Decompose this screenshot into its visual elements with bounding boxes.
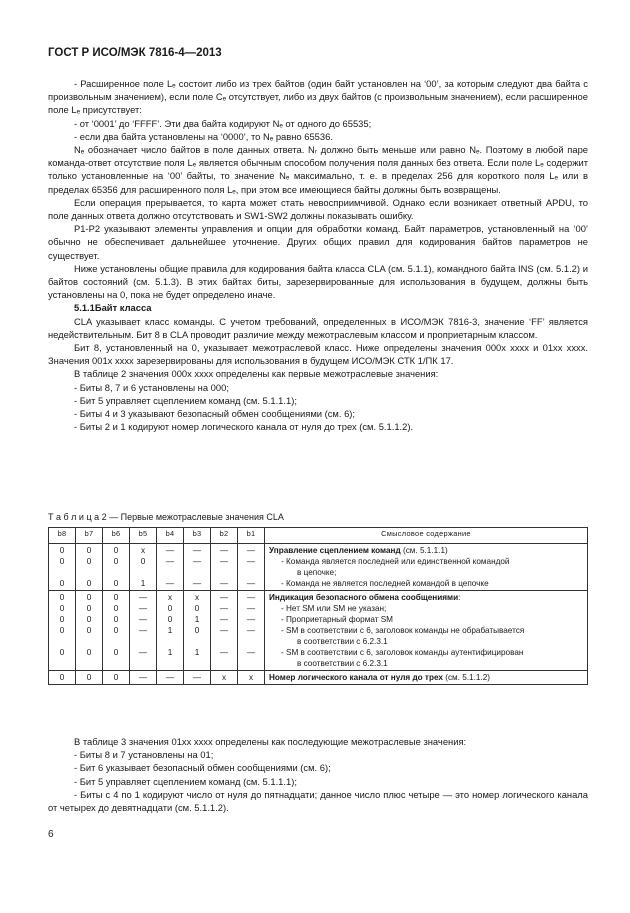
paragraph: P1-P2 указывают элементы управления и опции для обработки команд. Байт параметров, установленный на ‘00’ обычно не обеспечивает дальнейшее уточнение. Других общих правил для кодирования байтов параметров не существует. bbox=[48, 223, 588, 261]
paragraph: - Биты с 4 по 1 кодируют число от нуля до пятнадцати; данное число плюс четыре — это номер логического канала от четырех до девятнадцати (см. 5.1.1.2). bbox=[48, 788, 588, 814]
bit-cell: — bbox=[157, 671, 184, 685]
bit-cell: x bbox=[238, 671, 265, 685]
bit-cell: — — — bbox=[157, 544, 184, 591]
paragraph: Если операция прерывается, то карта может стать невосприимчивой. Однако если возникает ответный APDU, то поле данных ответа должно отсутствовать и SW1-SW2 должны показывать ошибку. bbox=[48, 196, 588, 222]
paragraph: - Биты 2 и 1 кодируют номер логического канала от нуля до трех (см. 5.1.1.2). bbox=[74, 421, 414, 433]
table-row bbox=[49, 671, 588, 685]
bit-cell: 0 bbox=[103, 671, 130, 685]
paragraph: - Бит 6 указывает безопасный обмен сообщениями (см. 6); bbox=[74, 762, 331, 774]
col-header: b8 bbox=[49, 528, 76, 544]
bit-cell: 0 0 0 bbox=[76, 544, 103, 591]
section-heading: 5.1.1Байт класса bbox=[74, 302, 152, 314]
table-row bbox=[49, 544, 588, 591]
paragraph: - Биты 8 и 7 установлены на 01; bbox=[74, 749, 214, 761]
table-row bbox=[49, 591, 588, 671]
page-number: 6 bbox=[48, 829, 54, 840]
bit-cell: — — — bbox=[211, 544, 238, 591]
bit-cell: 0 0 0 0 0 bbox=[103, 591, 130, 671]
paragraph: - Биты 4 и 3 указывают безопасный обмен сообщениями (см. 6); bbox=[74, 408, 356, 420]
paragraph: - от ‘0001’ до ‘FFFF’. Эти два байта кодируют Nₑ от одного до 65535; bbox=[74, 117, 372, 129]
col-header: b6 bbox=[103, 528, 130, 544]
body-text-bottom bbox=[48, 735, 588, 814]
bit-cell: 0 0 0 bbox=[49, 544, 76, 591]
paragraph: Nₑ обозначает число байтов в поле данных ответа. Nᵣ должно быть меньше или равно Nₑ. Поэтому в любой паре команда-ответ отсутствие поля Lₑ является обычным способом получения поля данных без ответа. Если поле Lₑ содержит только установленные на ‘00’ байты, то значение Nₑ максимально, т. е. в пределах 256 для короткого поля Lₑ или в пределах 65356 для расширенного поля Lₑ, при этом все имеющиеся байты должны быть возвращены. bbox=[48, 144, 588, 195]
bit-cell: — bbox=[130, 671, 157, 685]
bit-cell: — bbox=[184, 671, 211, 685]
bit-cell: x 0 0 1 1 bbox=[157, 591, 184, 671]
meaning-cell: Индикация безопасного обмена сообщениями: - Нет SM или SM не указан; - Проприетарный формат SM - SM в соответствии с 6, заголовок команды не обрабатывается в соответствии с 6.2.3.1 - SM в соответствии с 6, заголовок команды аутентифицирован в соответствии с 6.2.3.1 bbox=[265, 591, 588, 671]
bit-cell: 0 bbox=[49, 671, 76, 685]
bit-cell: x 0 1 0 1 bbox=[184, 591, 211, 671]
paragraph: - Расширенное поле Lₑ состоит либо из трех байтов (один байт установлен на ‘00’, за которым следуют два байта с произвольным значением), если поле Cₑ отсутствует, либо из двух байтов (с произвольным значением), если расширенное поле Lₑ присутствует: bbox=[48, 78, 588, 116]
document-header: ГОСТ Р ИСО/МЭК 7816-4—2013 bbox=[48, 47, 222, 59]
paragraph: - если два байта установлены на ‘0000’, то Nₑ равно 65536. bbox=[74, 130, 333, 142]
paragraph: В таблице 3 значения 01xx xxxx определены как последующие межотраслевые значения: bbox=[74, 736, 467, 747]
table-caption: Т а б л и ц а 2 — Первые межотраслевые значения CLA bbox=[48, 512, 284, 522]
bit-cell: — — — — — bbox=[211, 591, 238, 671]
bit-cell: 0 bbox=[76, 671, 103, 685]
col-header: b5 bbox=[130, 528, 157, 544]
col-header: b1 bbox=[238, 528, 265, 544]
bit-cell: 0 0 0 0 0 bbox=[76, 591, 103, 671]
col-header: b2 bbox=[211, 528, 238, 544]
paragraph: - Биты 8, 7 и 6 установлены на 000; bbox=[74, 381, 229, 393]
paragraph: В таблице 2 значения 000x xxxx определены как первые межотраслевые значения: bbox=[74, 368, 439, 380]
bit-cell: — — — bbox=[238, 544, 265, 591]
col-header: b7 bbox=[76, 528, 103, 544]
meaning-cell: Номер логического канала от нуля до трех (см. 5.1.1.2) bbox=[265, 671, 588, 685]
bit-cell: 0 0 0 bbox=[103, 544, 130, 591]
bit-cell: 0 0 0 0 0 bbox=[49, 591, 76, 671]
bit-cell: x bbox=[211, 671, 238, 685]
col-header: b4 bbox=[157, 528, 184, 544]
bit-cell: — — — — — bbox=[130, 591, 157, 671]
body-text-top bbox=[48, 77, 588, 433]
table-header-row bbox=[49, 528, 588, 544]
paragraph: - Бит 5 управляет сцеплением команд (см. 5.1.1.1); bbox=[74, 775, 297, 787]
col-header: b3 bbox=[184, 528, 211, 544]
paragraph: - Бит 5 управляет сцеплением команд (см. 5.1.1.1); bbox=[74, 394, 297, 406]
paragraph: Бит 8, установленный на 0, указывает межотраслевой класс. Ниже определены значения 000x xxxx и 01xx xxxx. Значения 001x xxxx зарезервированы для использования в будущем ИСО/МЭК СТК 1/ПК 17. bbox=[48, 342, 588, 367]
meaning-cell: Управление сцеплением команд (см. 5.1.1.1) - Команда является последней или единственной командой в цепочке; - Команда не является последней командой в цепочке bbox=[265, 544, 588, 591]
bit-cell: — — — bbox=[184, 544, 211, 591]
col-header: Смысловое содержание bbox=[265, 528, 588, 544]
bit-cell: — — — — — bbox=[238, 591, 265, 671]
paragraph: Ниже установлены общие правила для кодирования байта класса CLA (см. 5.1.1), командного байта INS (см. 5.1.2) и байтов состояний (см. 5.1.3). В этих байтах биты, зарезервированные для использования в будущем, должны быть установлены на 0, пока не будет определено иначе. bbox=[48, 262, 588, 301]
paragraph: CLA указывает класс команды. С учетом требований, определенных в ИСО/МЭК 7816-3, значение ‘FF’ является недействительным. Бит 8 в CLA проводит различие между межотраслевым классом и проприетарным классом. bbox=[48, 315, 588, 340]
cla-table bbox=[48, 527, 588, 685]
bit-cell: x 0 1 bbox=[130, 544, 157, 591]
